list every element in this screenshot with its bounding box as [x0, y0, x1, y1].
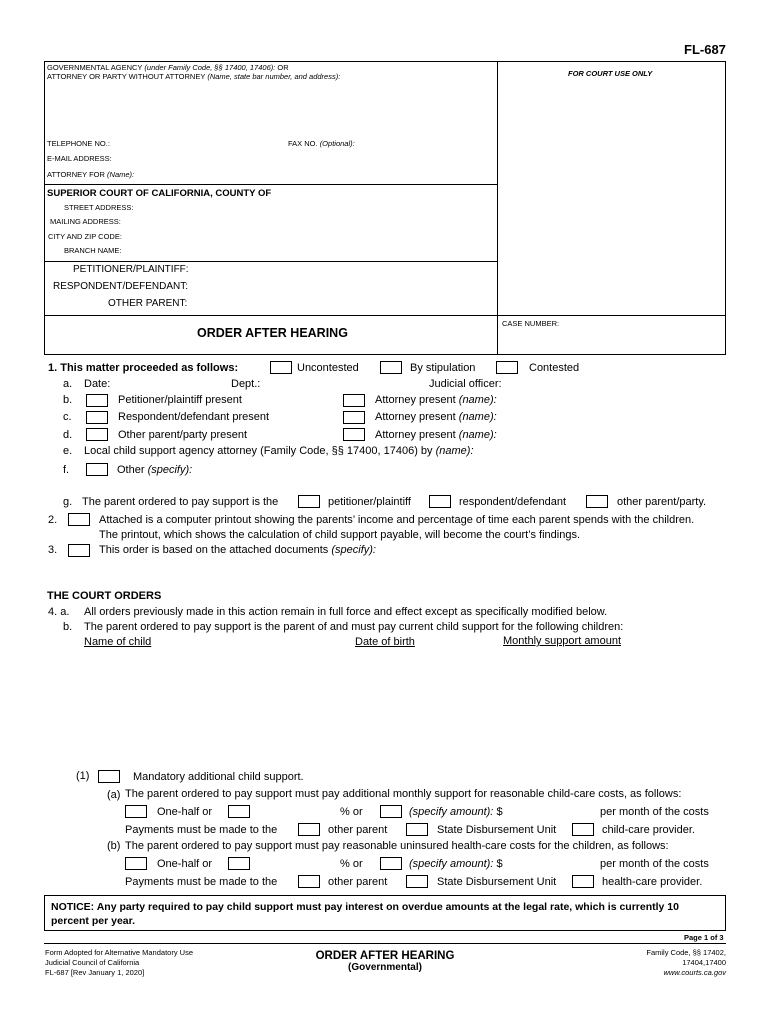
item4a-num: 4. a. — [48, 606, 70, 618]
court-use-label: FOR COURT USE ONLY — [568, 69, 653, 78]
g-other-label: other parent/party. — [617, 496, 707, 508]
court-title: SUPERIOR COURT OF CALIFORNIA, COUNTY OF — [47, 188, 272, 199]
childcare-provider-label: child-care provider. — [602, 824, 695, 836]
stipulation-checkbox[interactable] — [380, 361, 402, 374]
attorney-d-checkbox[interactable] — [343, 428, 365, 441]
other-present-checkbox[interactable] — [86, 428, 108, 441]
childcare-amount-label: (specify amount): $ — [409, 806, 503, 818]
footer-rule — [44, 943, 726, 944]
attorney-d-label: Attorney present (name): — [375, 429, 497, 441]
footer-right-line3: www.courts.ca.gov — [663, 968, 726, 977]
health-provider-checkbox[interactable] — [572, 875, 594, 888]
attorney-label: ATTORNEY OR PARTY WITHOUT ATTORNEY (Name, state bar number, and address): — [47, 72, 341, 81]
footer-left — [45, 948, 193, 978]
case-number-label: CASE NUMBER: — [502, 319, 560, 328]
health-otherparent-label: other parent — [328, 876, 388, 888]
health-sub: (b) — [107, 840, 121, 852]
contested-label: Contested — [529, 362, 580, 374]
health-otherparent-checkbox[interactable] — [298, 875, 320, 888]
item4b-text: The parent ordered to pay support is the parent of and must pay current child support for the following children: — [84, 621, 624, 633]
orders-heading: THE COURT ORDERS — [47, 590, 162, 602]
city-zip-label: CITY AND ZIP CODE: — [48, 232, 122, 241]
mandatory-text: Mandatory additional child support. — [133, 771, 304, 783]
item4a-text: All orders previously made in this action remain in full force and effect except as specifically modified below. — [84, 606, 608, 618]
item1e-label: e. — [63, 445, 73, 457]
attorney-for-label: ATTORNEY FOR (Name): — [47, 170, 135, 179]
other-specify-checkbox[interactable] — [86, 463, 108, 476]
childcare-pct-checkbox[interactable] — [228, 805, 250, 818]
caption-line — [44, 315, 726, 316]
attorney-c-label: Attorney present (name): — [375, 411, 497, 423]
g-respondent-checkbox[interactable] — [429, 495, 451, 508]
form-id: FL-687 — [684, 42, 726, 57]
contested-checkbox[interactable] — [496, 361, 518, 374]
item1g-label: g. — [63, 496, 73, 508]
health-payments-label: Payments must be made to the — [125, 876, 278, 888]
respondent-present-label: Respondent/defendant present — [118, 411, 270, 423]
agency-label: GOVERNMENTAL AGENCY (under Family Code, §§ 17400, 17406): OR — [47, 63, 289, 72]
telephone-label: TELEPHONE NO.: — [47, 139, 110, 148]
petitioner-label: PETITIONER/PLAINTIFF: — [73, 264, 189, 275]
childcare-payments-label: Payments must be made to the — [125, 824, 278, 836]
item1f-label: f. — [63, 464, 70, 476]
caption-divider — [497, 61, 498, 355]
health-half-label: One-half or — [157, 858, 213, 870]
judicial-label: Judicial officer: — [429, 378, 502, 390]
other-present-label: Other parent/party present — [118, 429, 248, 441]
childcare-amount-checkbox[interactable] — [380, 805, 402, 818]
street-label: STREET ADDRESS: — [64, 203, 134, 212]
health-per-month: per month of the costs — [600, 858, 709, 870]
health-pct-label: % or — [340, 858, 363, 870]
childcare-otherparent-label: other parent — [328, 824, 388, 836]
childcare-sub: (a) — [107, 789, 121, 801]
item4b-num: b. — [63, 621, 73, 633]
health-provider-label: health-care provider. — [602, 876, 703, 888]
footer-center — [310, 950, 460, 973]
footer-right — [600, 948, 726, 978]
item1c-label: c. — [63, 411, 72, 423]
footer-subtitle: (Governmental) — [348, 962, 422, 973]
footer-right-line1: Family Code, §§ 17402, — [646, 948, 726, 957]
attorney-b-label: Attorney present (name): — [375, 394, 497, 406]
mandatory-checkbox[interactable] — [98, 770, 120, 783]
respondent-label: RESPONDENT/DEFENDANT: — [53, 281, 189, 292]
footer-right-line2: 17404,17400 — [682, 958, 726, 967]
childcare-half-checkbox[interactable] — [125, 805, 147, 818]
petitioner-present-checkbox[interactable] — [86, 394, 108, 407]
col-name-child: Name of child — [84, 636, 152, 648]
caption-frame — [44, 61, 726, 355]
item2-line2: The printout, which shows the calculation of child support payable, will become the court’s findings. — [99, 529, 581, 541]
mandatory-num: (1) — [76, 770, 90, 782]
item2-num: 2. — [48, 514, 58, 526]
mailing-label: MAILING ADDRESS: — [50, 217, 121, 226]
attorney-b-checkbox[interactable] — [343, 394, 365, 407]
childcare-per-month: per month of the costs — [600, 806, 709, 818]
health-sdu-label: State Disbursement Unit — [437, 876, 557, 888]
uncontested-label: Uncontested — [297, 362, 359, 374]
g-other-checkbox[interactable] — [586, 495, 608, 508]
childcare-text: The parent ordered to pay support must pay additional monthly support for reasonable child-care costs, as follows: — [125, 788, 682, 800]
item2-line1: Attached is a computer printout showing the parents’ income and percentage of time each parent spends with the children. — [99, 514, 695, 526]
item2-checkbox[interactable] — [68, 513, 90, 526]
other-parent-label: OTHER PARENT: — [108, 298, 188, 309]
item3-num: 3. — [48, 544, 58, 556]
attorney-c-checkbox[interactable] — [343, 411, 365, 424]
dept-label: Dept.: — [231, 378, 261, 390]
item3-text: This order is based on the attached documents (specify): — [99, 544, 376, 556]
uncontested-checkbox[interactable] — [270, 361, 292, 374]
g-respondent-label: respondent/defendant — [459, 496, 567, 508]
health-amount-checkbox[interactable] — [380, 857, 402, 870]
childcare-otherparent-checkbox[interactable] — [298, 823, 320, 836]
respondent-present-checkbox[interactable] — [86, 411, 108, 424]
caption-line — [44, 184, 497, 185]
item1f-text: Other (specify): — [117, 464, 193, 476]
notice-box: NOTICE: Any party required to pay child support must pay interest on overdue amounts at the legal rate, which is currently 10 percent per year. — [44, 895, 726, 931]
health-sdu-checkbox[interactable] — [406, 875, 428, 888]
col-date-birth: Date of birth — [355, 636, 415, 648]
health-text: The parent ordered to pay support must pay reasonable uninsured health-care costs for the children, as follows: — [125, 840, 669, 852]
g-petitioner-checkbox[interactable] — [298, 495, 320, 508]
childcare-provider-checkbox[interactable] — [572, 823, 594, 836]
item1g-text: The parent ordered to pay support is the — [82, 496, 279, 508]
item3-checkbox[interactable] — [68, 544, 90, 557]
item1e-text: Local child support agency attorney (Family Code, §§ 17400, 17406) by (name): — [84, 445, 474, 457]
childcare-sdu-checkbox[interactable] — [406, 823, 428, 836]
branch-label: BRANCH NAME: — [64, 246, 122, 255]
health-amount-label: (specify amount): $ — [409, 858, 503, 870]
item1d-label: d. — [63, 429, 73, 441]
childcare-half-label: One-half or — [157, 806, 213, 818]
form-title: ORDER AFTER HEARING — [197, 326, 348, 340]
page-number: Page 1 of 3 — [684, 933, 724, 942]
email-label: E-MAIL ADDRESS: — [47, 154, 112, 163]
footer-left-line1: Form Adopted for Alternative Mandatory Use — [45, 948, 193, 957]
health-pct-checkbox[interactable] — [228, 857, 250, 870]
footer-left-line3: FL-687 [Rev January 1, 2020] — [45, 968, 145, 977]
childcare-pct-label: % or — [340, 806, 363, 818]
fax-label: FAX NO. (Optional): — [288, 139, 355, 148]
item1-lead: 1. This matter proceeded as follows: — [48, 362, 239, 374]
item1b-label: b. — [63, 394, 73, 406]
caption-line — [44, 261, 497, 262]
health-half-checkbox[interactable] — [125, 857, 147, 870]
col-monthly-amount: Monthly support amount — [503, 635, 622, 647]
petitioner-present-label: Petitioner/plaintiff present — [118, 394, 242, 406]
g-petitioner-label: petitioner/plaintiff — [328, 496, 411, 508]
item1a-label: a. — [63, 378, 73, 390]
stipulation-label: By stipulation — [410, 362, 476, 374]
date-label: Date: — [84, 378, 111, 390]
footer-left-line2: Judicial Council of California — [45, 958, 140, 967]
footer-title: ORDER AFTER HEARING — [315, 950, 455, 962]
childcare-sdu-label: State Disbursement Unit — [437, 824, 557, 836]
